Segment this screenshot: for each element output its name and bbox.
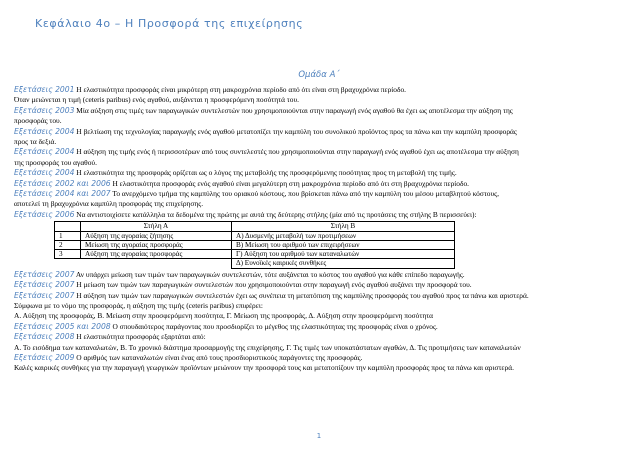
table-row xyxy=(55,259,455,268)
question-text: Η αύξηση των τιμών των παραγωγικών συντελεστών έχει ως συνέπεια τη μετατόπιση της καμπύλης προσφοράς του αγαθού προς τα πάνω και αριστερά. xyxy=(74,290,529,300)
exam-year-label: Εξετάσεις 2006 xyxy=(14,209,75,219)
page-number: 1 xyxy=(316,432,322,440)
question-line xyxy=(14,179,626,189)
question-line xyxy=(14,270,626,280)
question-text: Α. Αύξηση της προσφοράς, Β. Μείωση στην προσφερόμενη ποσότητα, Γ. Μείωση της προσφοράς, Δ. Αύξηση στην προσφερόμενη ποσότητα xyxy=(14,311,434,321)
table-cell-column-b: Γ) Αύξηση του αριθμού των καταναλωτών xyxy=(232,250,455,259)
table-row-number xyxy=(55,259,81,268)
question-text: Σύμφωνα με το νόμο της προσφοράς, η αύξηση της τιμής (ceteris paribus) επιφέρει: xyxy=(14,300,263,310)
table-row xyxy=(55,231,455,240)
question-text: Να αντιστοιχίσετε κατάλληλα τα δεδομένα της πρώτης με αυτά της δεύτερης στήλης (μία από τις προτάσεις της στήλης Β περισσεύει): xyxy=(74,209,477,219)
table-cell-column-a xyxy=(81,259,232,268)
table-row-number: 3 xyxy=(55,250,81,259)
questions-before-table xyxy=(14,85,626,220)
exam-year-label: Εξετάσεις 2004 και 2007 xyxy=(14,189,111,199)
exam-year-label: Εξετάσεις 2005 και 2008 xyxy=(14,321,111,331)
exam-year-label: Εξετάσεις 2009 xyxy=(14,353,75,363)
table-header-column-a: Στήλη Α xyxy=(81,222,232,231)
exam-year-label: Εξετάσεις 2002 και 2006 xyxy=(14,178,111,188)
exam-year-label: Εξετάσεις 2004 xyxy=(14,126,75,136)
question-text: Αν υπάρχει μείωση των τιμών των παραγωγικών συντελεστών, τότε αυξάνεται το κόστος του αγαθού για κάθε επίπεδο παραγωγής. xyxy=(74,269,465,279)
exam-year-label: Εξετάσεις 2003 xyxy=(14,105,75,115)
question-text: Η μείωση των τιμών των παραγωγικών συντελεστών που χρησιμοποιούνται στην παραγωγή ενός αγαθού αυξάνει την προσφορά του. xyxy=(74,280,472,290)
question-text: προς τα δεξιά. xyxy=(14,137,57,147)
table-cell-column-a: Αύξηση της αγοραίας προσφοράς xyxy=(81,250,232,259)
table-header-num xyxy=(55,222,81,231)
question-line xyxy=(14,343,626,353)
exam-year-label: Εξετάσεις 2004 xyxy=(14,168,75,178)
table-row xyxy=(55,250,455,259)
question-line xyxy=(14,291,626,301)
group-label: Ομάδα Α΄ xyxy=(298,70,340,80)
question-line xyxy=(14,311,626,321)
chapter-title: Κεφάλαιο 4ο – Η Προσφορά της επιχείρησης xyxy=(35,17,304,30)
exam-year-label: Εξετάσεις 2007 xyxy=(14,290,75,300)
table-cell-column-b: Β) Μείωση του αριθμού των επιχειρήσεων xyxy=(232,240,455,249)
question-text: Ο αριθμός των καταναλωτών είναι ένας από τους προσδιοριστικούς παράγοντες της προσφοράς. xyxy=(74,353,363,363)
question-text: Η ελαστικότητα προσφοράς είναι μικρότερη στη μακροχρόνια περίοδο από ότι είναι στη βραχυχρόνια περίοδο. xyxy=(74,85,407,94)
question-line xyxy=(14,95,626,105)
question-text: Όταν μειώνεται η τιμή (ceteris paribus) ενός αγαθού, αυξάνεται η προσφερόμενη ποσότητά του. xyxy=(14,95,299,105)
question-line xyxy=(14,137,626,147)
table-cell-column-a: Αύξηση της αγοραίας ζήτησης xyxy=(81,231,232,240)
question-text: Το ανερχόμενο τμήμα της καμπύλης του οριακού κόστους, που βρίσκεται πάνω από την καμπύλη του μέσου μεταβλητού κόστους, xyxy=(110,189,499,199)
questions-block xyxy=(14,85,626,374)
question-text: Η βελτίωση της τεχνολογίας παραγωγής ενός αγαθού μετατοπίζει την καμπύλη του συνολικού προϊόντος προς τα πάνω και την καμπύλη προσφοράς xyxy=(74,126,517,136)
question-line xyxy=(14,158,626,168)
question-line xyxy=(14,106,626,116)
table-row-number: 1 xyxy=(55,231,81,240)
exam-year-label: Εξετάσεις 2001 xyxy=(14,85,75,94)
question-line xyxy=(14,332,626,342)
table-cell-column-a: Μείωση της αγοραίας προσφοράς xyxy=(81,240,232,249)
question-line xyxy=(14,210,626,220)
table-cell-column-b: Δ) Ευνοϊκές καιρικές συνθήκες xyxy=(232,259,455,268)
question-line xyxy=(14,116,626,126)
question-text: Η ελαστικότητα προσφοράς εξαρτάται από: xyxy=(74,332,206,342)
exam-year-label: Εξετάσεις 2007 xyxy=(14,269,75,279)
exam-year-label: Εξετάσεις 2004 xyxy=(14,147,75,157)
question-text: προσφοράς του. xyxy=(14,116,62,126)
exam-year-label: Εξετάσεις 2008 xyxy=(14,332,75,342)
matching-table xyxy=(54,221,455,268)
question-line xyxy=(14,322,626,332)
question-line xyxy=(14,189,626,199)
exam-year-label: Εξετάσεις 2007 xyxy=(14,280,75,290)
matching-table-header xyxy=(55,222,455,231)
question-text: της προσφοράς του αγαθού. xyxy=(14,157,97,167)
question-line xyxy=(14,301,626,311)
question-text: Καλές καιρικές συνθήκες για την παραγωγή γεωργικών προϊόντων μειώνουν την προσφορά τους και μετατοπίζουν την καμπύλη προσφοράς προς τα πάνω και αριστερά. xyxy=(14,363,514,373)
question-text: Η αύξηση της τιμής ενός ή περισσοτέρων από τους συντελεστές που χρησιμοποιούνται στην παραγωγή ενός αγαθού έχει ως αποτέλεσμα την αύξηση xyxy=(74,147,519,157)
question-line xyxy=(14,85,626,95)
question-line xyxy=(14,353,626,363)
table-row xyxy=(55,240,455,249)
question-line xyxy=(14,199,626,209)
question-text: Μία αύξηση στις τιμές των παραγωγικών συντελεστών που χρησιμοποιούνται στην παραγωγή ενός αγαθού θα έχει ως αποτέλεσμα την αύξηση της xyxy=(74,105,513,115)
question-text: αποτελεί τη βραχυχρόνια καμπύλη προσφοράς της επιχείρησης. xyxy=(14,199,204,209)
question-line xyxy=(14,127,626,137)
questions-after-table xyxy=(14,270,626,374)
table-header-column-b: Στήλη Β xyxy=(232,222,455,231)
table-row-number: 2 xyxy=(55,240,81,249)
question-text: Η ελαστικότητα προσφοράς ενός αγαθού είναι μεγαλύτερη στη μακροχρόνια περίοδο από ότι στη βραχυχρόνια περίοδο. xyxy=(110,178,469,188)
table-cell-column-b: Α) Δυσμενής μεταβολή των προτιμήσεων xyxy=(232,231,455,240)
question-text: Ο σπουδαιότερος παράγοντας που προσδιορίζει το μέγεθος της ελαστικότητας της προσφοράς είναι ο χρόνος. xyxy=(110,321,438,331)
question-line xyxy=(14,280,626,290)
question-text: Α. Το εισόδημα των καταναλωτών, Β. Το χρονικό διάστημα προσαρμογής της επιχείρησης, Γ. Τις τιμές των υποκατάστατων αγαθών, Δ. Τις προτιμήσεις των καταναλωτών xyxy=(14,342,521,352)
question-line xyxy=(14,147,626,157)
question-line xyxy=(14,168,626,178)
question-line xyxy=(14,363,626,373)
question-text: Η ελαστικότητα της προσφοράς ορίζεται ως ο λόγος της μεταβολής της προσφερόμενης ποσότητας προς τη μεταβολή της τιμής. xyxy=(74,168,457,178)
